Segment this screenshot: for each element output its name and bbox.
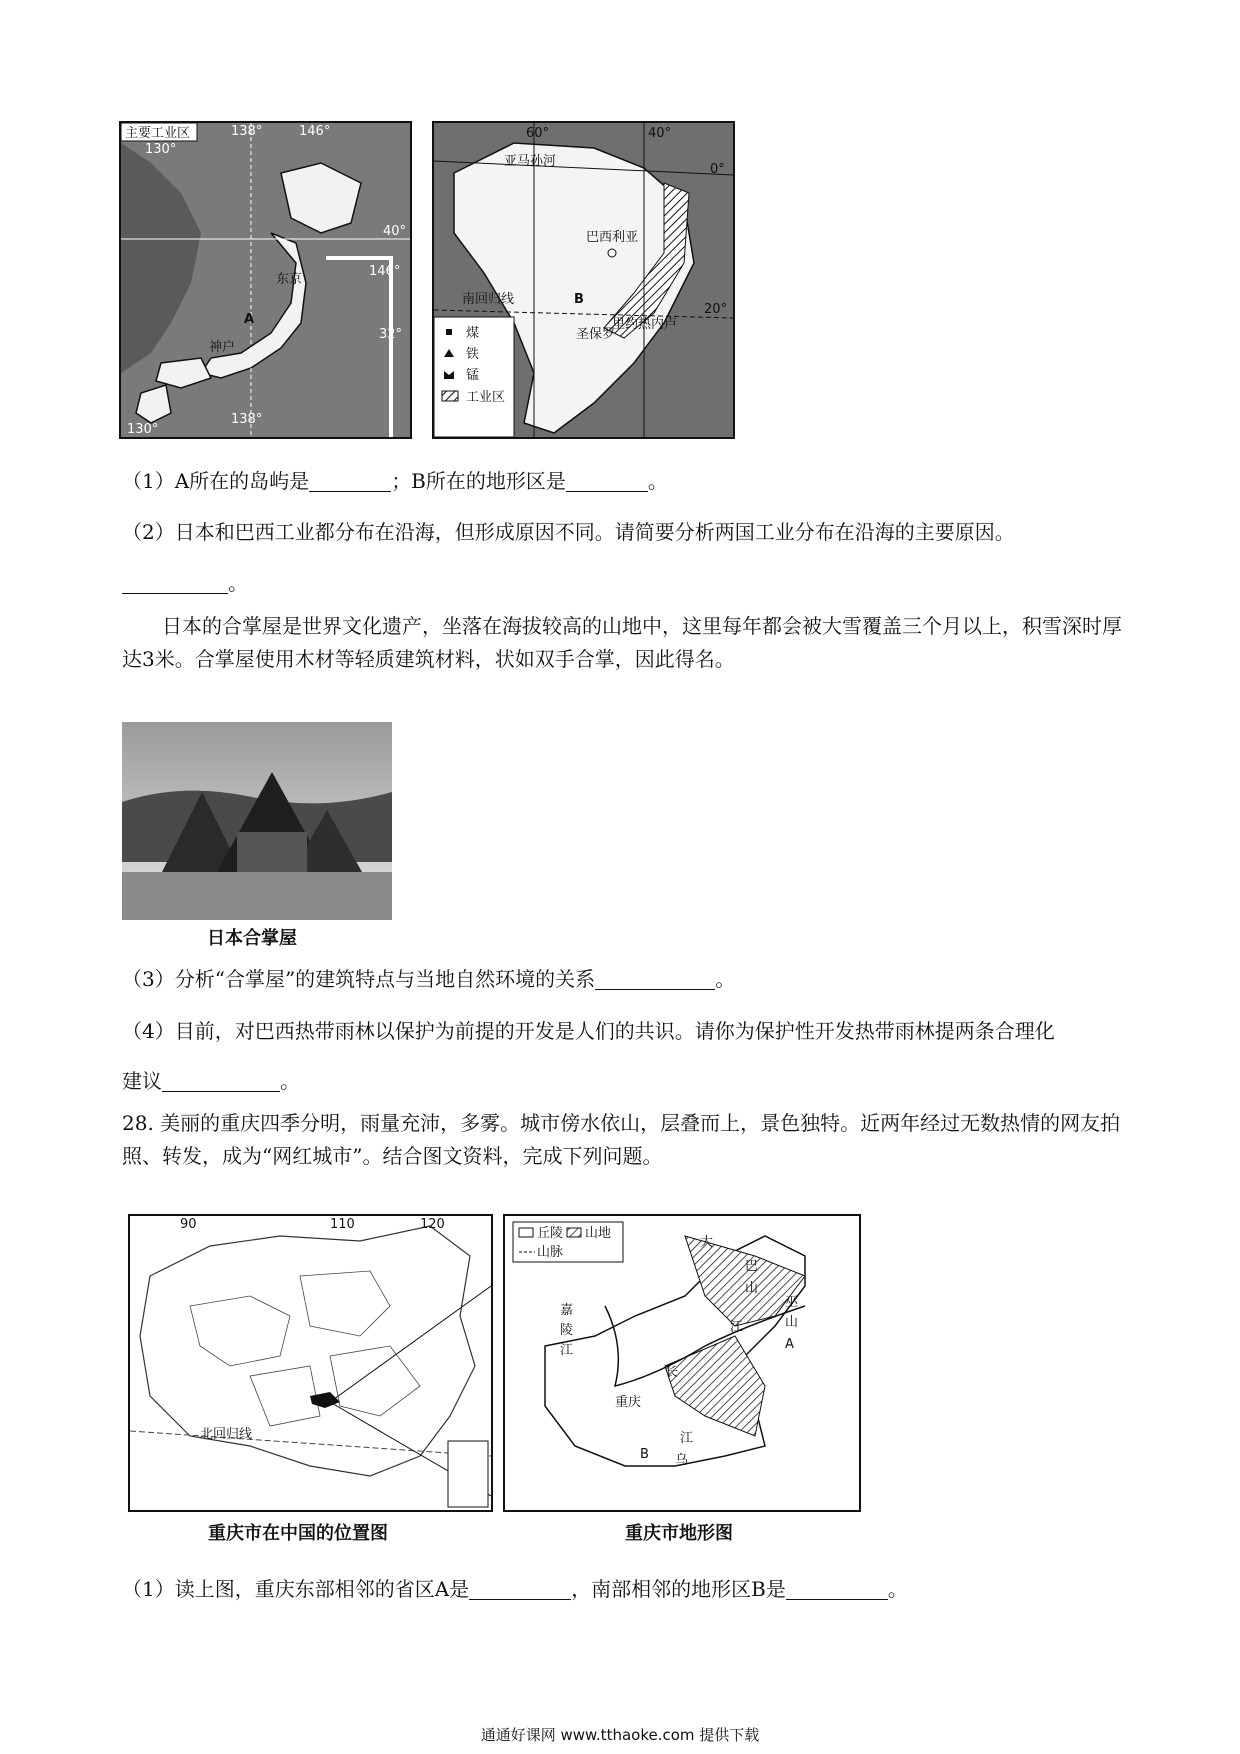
legend-range: 山脉 bbox=[537, 1245, 564, 1260]
question-28-text: 28. 美丽的重庆四季分明，雨量充沛，多雾。城市傍水依山，层叠而上，景色独特。近两年经过无数热情的网友拍照、转发，成为“网红城市”。结合图文资料，完成下列问题。 bbox=[122, 1111, 1121, 1168]
question-text: 目前，对巴西热带雨林以保护为前提的开发是人们的共识。请你为保护性开发热带雨林提两条合理化 bbox=[174, 1019, 1055, 1043]
japan-legend: 主要工业区 bbox=[125, 126, 191, 141]
question-text: 分析“合掌屋”的建筑特点与当地自然环境的关系 bbox=[174, 967, 596, 991]
capital-label: 巴西利亚 bbox=[586, 230, 639, 245]
answer-line bbox=[122, 568, 248, 598]
question-28-stem bbox=[122, 1107, 1132, 1173]
china-location-map bbox=[128, 1214, 493, 1512]
lon-label: 130° bbox=[127, 422, 159, 437]
question-4-line2 bbox=[122, 1066, 300, 1096]
lon-label: 110 bbox=[330, 1217, 355, 1232]
map2-caption bbox=[625, 1519, 733, 1545]
legend-hills: 丘陵 bbox=[537, 1226, 564, 1241]
gassho-house-photo bbox=[122, 722, 392, 920]
map-label: 乌 bbox=[675, 1453, 689, 1468]
tropic-label: 南回归线 bbox=[462, 292, 515, 307]
question-4 bbox=[122, 1016, 1055, 1046]
chongqing-label: 重庆 bbox=[615, 1395, 642, 1410]
answer-end: 。 bbox=[228, 571, 248, 595]
map-label: 巴 bbox=[745, 1259, 759, 1274]
point-a-label: A bbox=[244, 312, 255, 327]
photo-caption-text: 日本合掌屋 bbox=[207, 928, 297, 949]
map-label: 嘉 bbox=[560, 1303, 574, 1318]
label-a: A bbox=[785, 1337, 794, 1352]
map-label: 大 bbox=[700, 1235, 714, 1250]
river-label: 亚马孙河 bbox=[504, 154, 557, 169]
city-label: 圣保罗 bbox=[576, 327, 616, 342]
answer-blank[interactable] bbox=[595, 967, 715, 990]
photo-drawing bbox=[122, 722, 392, 920]
label-b: B bbox=[640, 1447, 649, 1462]
question-text: 日本和巴西工业都分布在沿海，但形成原因不同。请简要分析两国工业分布在沿海的主要原因。 bbox=[174, 520, 1015, 544]
answer-blank[interactable] bbox=[162, 1069, 280, 1092]
page-footer bbox=[0, 1724, 1240, 1745]
region-b-label: B bbox=[574, 292, 584, 307]
map-label: 山 bbox=[785, 1315, 799, 1330]
chongqing-terrain-map bbox=[503, 1214, 861, 1512]
answer-blank[interactable] bbox=[566, 469, 648, 492]
map-label: 江 bbox=[560, 1343, 574, 1358]
lat-label: 32° bbox=[379, 327, 403, 342]
map-label: 长 bbox=[665, 1365, 679, 1380]
question-2 bbox=[122, 517, 1015, 547]
map-label: 江 bbox=[730, 1320, 744, 1335]
lon-label: 90 bbox=[180, 1217, 197, 1232]
legend-coal: 煤 bbox=[466, 326, 480, 341]
passage-text: 日本的合掌屋是世界文化遗产，坐落在海拔较高的山地中，这里每年都会被大雪覆盖三个月以上，积雪深时厚达3米。合掌屋使用木材等轻质建筑材料，状如双手合掌，因此得名。 bbox=[122, 614, 1122, 671]
question-3 bbox=[122, 964, 735, 994]
brazil-map-drawing bbox=[434, 123, 733, 437]
lon-label: 138° bbox=[231, 412, 263, 427]
question-text: 。 bbox=[887, 1577, 908, 1601]
map1-caption-text: 重庆市在中国的位置图 bbox=[208, 1523, 388, 1544]
answer-blank[interactable] bbox=[786, 1577, 888, 1600]
question-text: A所在的岛屿是 bbox=[174, 469, 310, 493]
question-text: ，南部相邻的地形区B是 bbox=[571, 1577, 786, 1601]
question-text: 。 bbox=[647, 469, 668, 493]
question-number: （1） bbox=[122, 1577, 175, 1601]
answer-blank[interactable] bbox=[309, 469, 391, 492]
answer-blank[interactable] bbox=[469, 1577, 571, 1600]
lat-label: 40° bbox=[383, 224, 407, 239]
lon-label: 60° bbox=[526, 126, 550, 141]
question-number: （1） bbox=[122, 469, 175, 493]
map1-caption bbox=[208, 1519, 388, 1545]
brazil-map bbox=[432, 121, 735, 439]
japan-map bbox=[119, 121, 412, 439]
question-number: （4） bbox=[122, 1019, 175, 1043]
tropic-label: 北回归线 bbox=[200, 1427, 253, 1442]
question-text: ；B所在的地形区是 bbox=[391, 469, 566, 493]
lon-label: 146° bbox=[299, 124, 331, 139]
legend-industry: 工业区 bbox=[466, 390, 506, 405]
answer-blank[interactable] bbox=[122, 571, 228, 594]
footer-text: 通通好课网 www.tthaoke.com 提供下载 bbox=[480, 1726, 760, 1744]
legend-iron: 铁 bbox=[466, 347, 480, 362]
map2-caption-text: 重庆市地形图 bbox=[625, 1523, 733, 1544]
kobe-label: 神户 bbox=[209, 340, 236, 355]
question-number: （3） bbox=[122, 967, 175, 991]
lon-label: 146° bbox=[369, 264, 401, 279]
japan-map-drawing bbox=[121, 123, 410, 437]
map-label: 山 bbox=[745, 1281, 759, 1296]
map-label: 陵 bbox=[560, 1323, 574, 1338]
terrain-map-drawing bbox=[505, 1216, 859, 1510]
tokyo-label: 东京 bbox=[276, 272, 303, 287]
photo-caption bbox=[207, 924, 297, 950]
map-label: 江 bbox=[680, 1431, 694, 1446]
answer-end: 。 bbox=[715, 967, 736, 991]
lat-label: 20° bbox=[704, 302, 728, 317]
map-label: 巫 bbox=[785, 1295, 799, 1310]
lon-label: 130° bbox=[145, 142, 177, 157]
lon-label: 138° bbox=[231, 124, 263, 139]
question-text: 读上图，重庆东部相邻的省区A是 bbox=[174, 1577, 470, 1601]
lat-label: 0° bbox=[710, 162, 725, 177]
question-number: （2） bbox=[122, 520, 175, 544]
question-1 bbox=[122, 466, 668, 496]
city-label: 里约热内卢 bbox=[612, 317, 678, 332]
passage bbox=[122, 610, 1132, 676]
question-28-1 bbox=[122, 1574, 908, 1604]
lon-label: 40° bbox=[648, 126, 672, 141]
industry-icon bbox=[442, 391, 458, 401]
answer-end: 。 bbox=[280, 1069, 300, 1093]
question-text: 建议 bbox=[122, 1069, 162, 1093]
coal-icon bbox=[446, 329, 452, 335]
lon-label: 120 bbox=[420, 1217, 445, 1232]
china-map-drawing bbox=[130, 1216, 491, 1510]
legend-manganese: 锰 bbox=[466, 368, 480, 383]
legend-mountains: 山地 bbox=[585, 1226, 612, 1241]
